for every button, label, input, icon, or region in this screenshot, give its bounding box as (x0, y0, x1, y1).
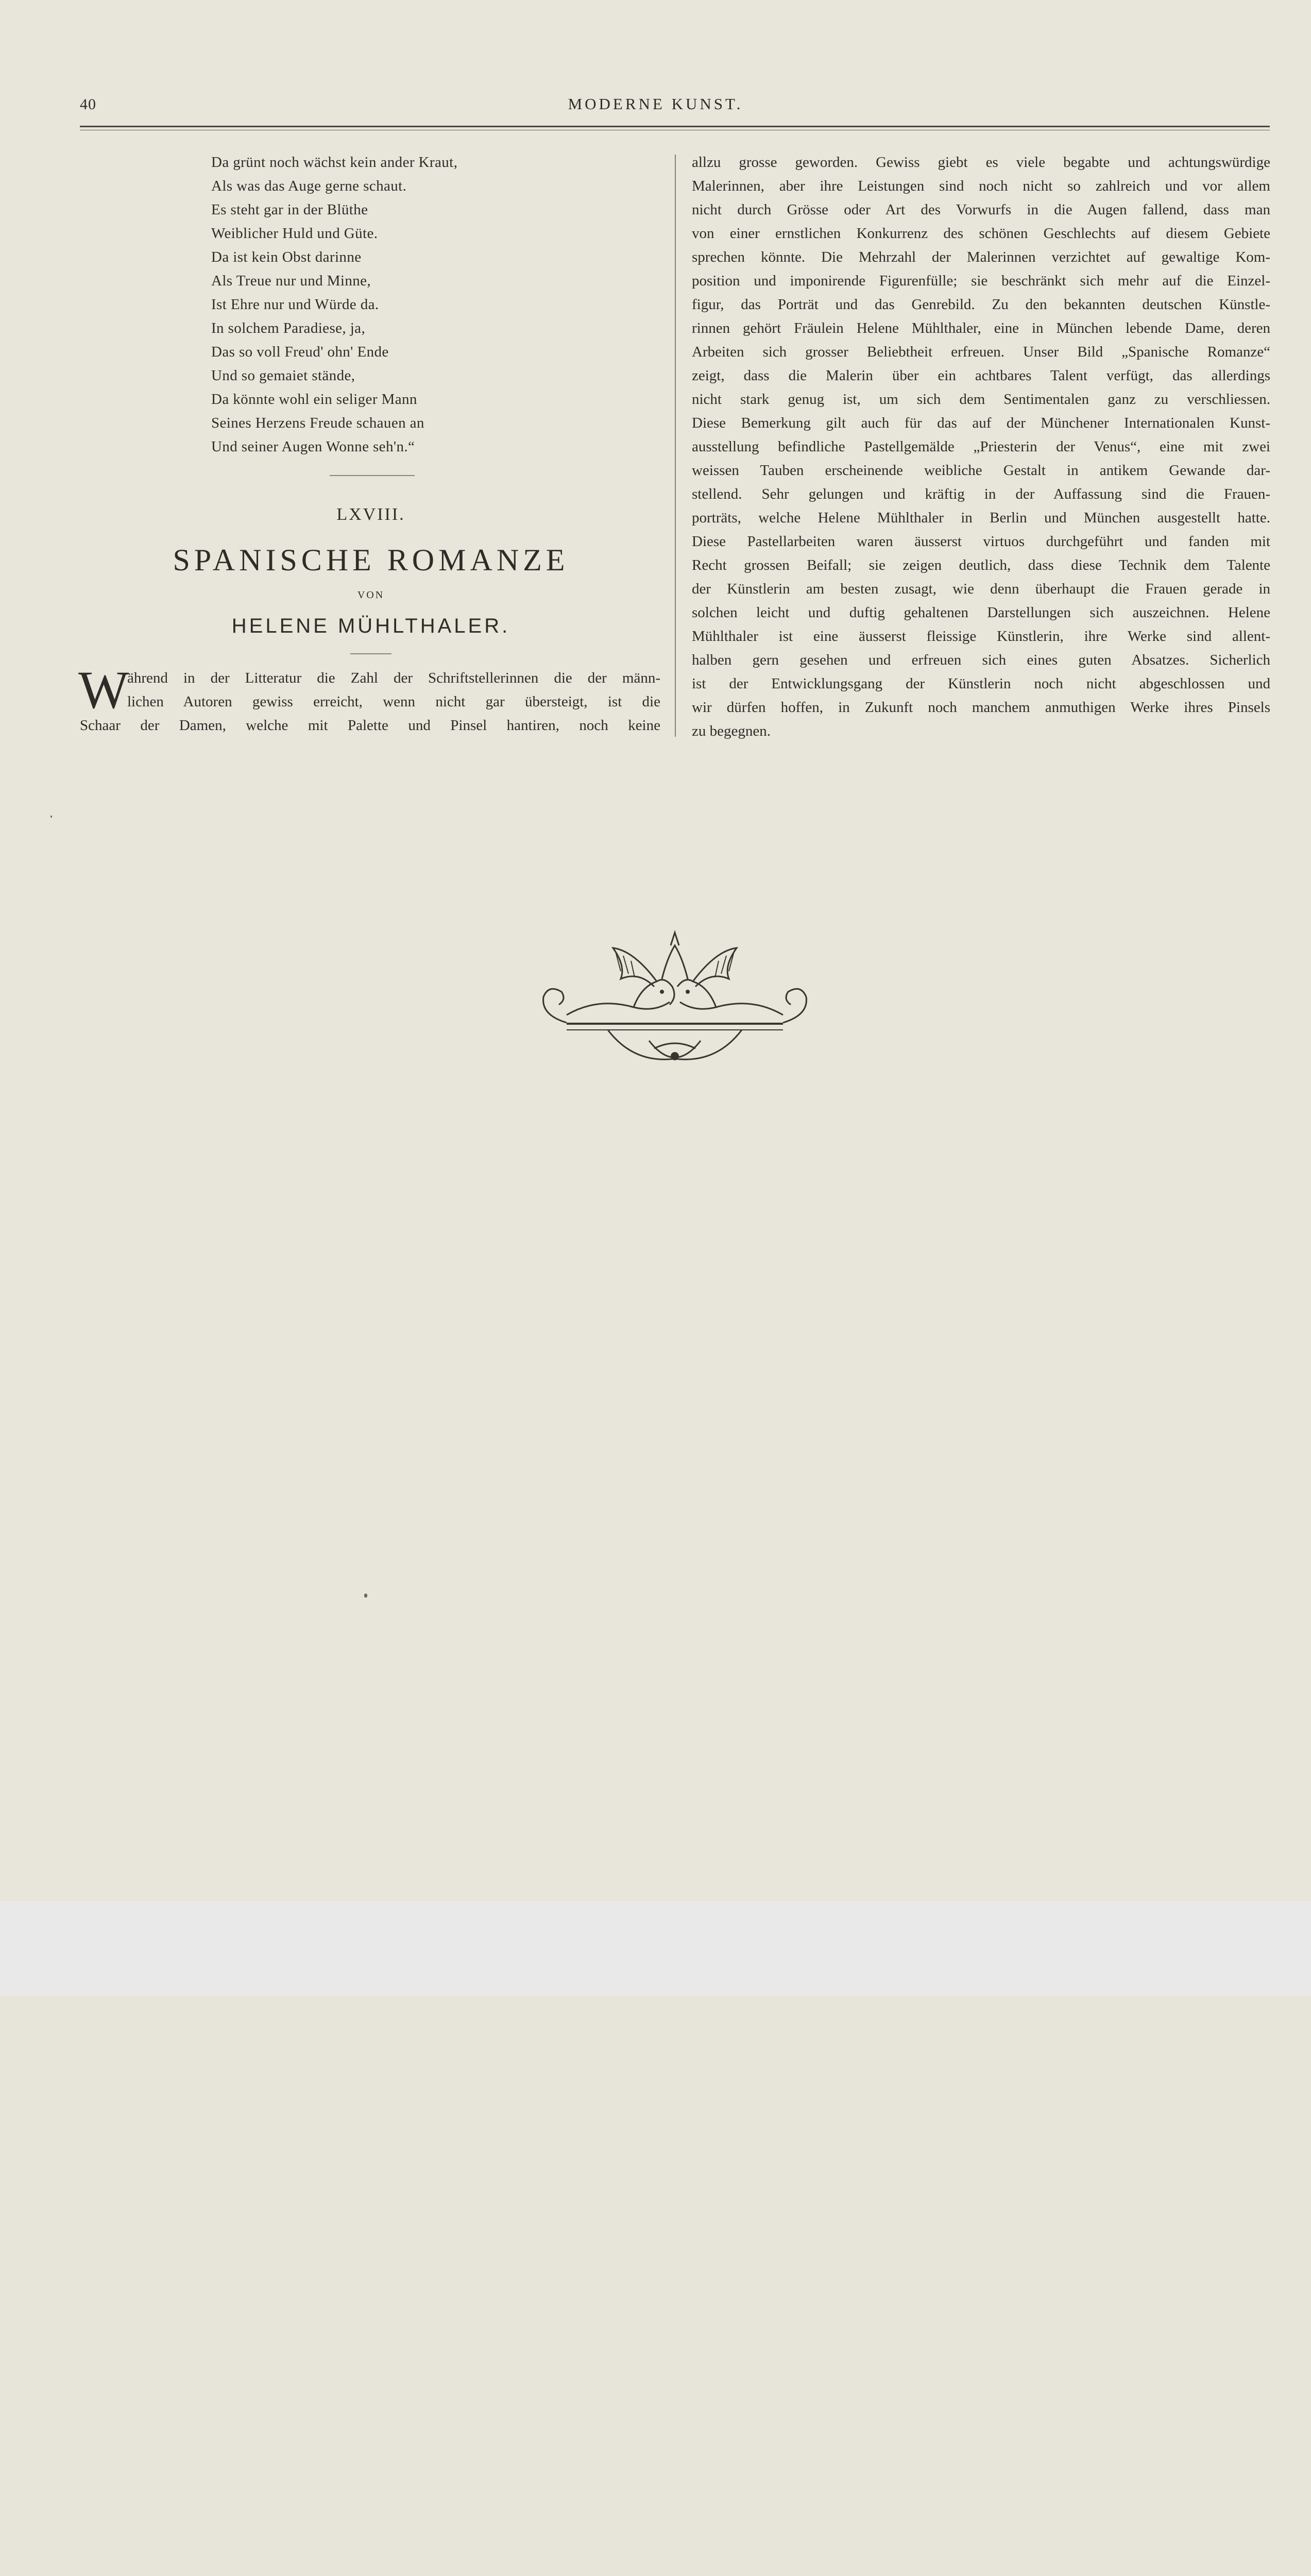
poem-line: Weiblicher Huld und Güte. (211, 225, 378, 242)
digitization-footer (0, 1901, 1311, 1996)
paper-speck (364, 1594, 367, 1598)
text-line: position und imponirende Figurenfülle; sie beschränkt sich mehr auf die Einzel- (692, 273, 1270, 289)
poem-line: Und seiner Augen Wonne seh'n.“ (211, 438, 415, 455)
text-line: Diese Pastellarbeiten waren äusserst virtuos durchgeführt und fanden mit (692, 533, 1270, 550)
text-line: figur, das Porträt und das Genrebild. Zu den bekannten deutschen Künstle- (692, 296, 1270, 313)
text-line: ährend in der Litteratur die Zahl der Schriftstellerinnen die der männ- (127, 670, 660, 686)
text-line: Diese Bemerkung gilt auch für das auf der Münchener Internationalen Kunst- (692, 415, 1270, 431)
byline-von: VON (357, 589, 385, 601)
paper-speck (50, 816, 52, 818)
article-title: SPANISCHE ROMANZE (173, 543, 569, 577)
article-number: LXVIII. (336, 505, 405, 524)
poem-line: Ist Ehre nur und Würde da. (211, 296, 379, 313)
text-line: Recht grossen Beifall; sie zeigen deutlich, dass diese Technik dem Talente (692, 557, 1270, 573)
text-line: Malerinnen, aber ihre Leistungen sind noch nicht so zahlreich und vor allem (692, 178, 1270, 194)
poem-line: Da ist kein Obst darinne (211, 249, 362, 265)
poem-stanza (211, 150, 665, 459)
poem-line: Seines Herzens Freude schauen an (211, 415, 424, 431)
text-line: zeigt, dass die Malerin über ein achtbares Talent verfügt, das allerdings (692, 367, 1270, 384)
page-number: 40 (80, 96, 96, 113)
article-body-left (78, 660, 660, 737)
text-line: von einer ernstlichen Konkurrenz des schönen Geschlechts auf diesem Gebiete (692, 225, 1270, 242)
text-line: zu begegnen. (692, 723, 771, 739)
text-line: nicht durch Grösse oder Art des Vorwurfs in die Augen fallend, dass man (692, 201, 1270, 218)
dragon-vignette-ornament (531, 909, 819, 1074)
text-line: weissen Tauben erscheinende weibliche Gestalt in antikem Gewande dar- (692, 462, 1270, 479)
article-author: HELENE MÜHLTHALER. (231, 615, 510, 637)
text-line: Arbeiten sich grosser Beliebtheit erfreuen. Unser Bild „Spanische Romanze“ (692, 344, 1270, 360)
text-line: Mühlthaler ist eine äusserst fleissige Künstlerin, ihre Werke sind allent- (692, 628, 1270, 645)
running-head: MODERNE KUNST. (568, 95, 743, 113)
text-line: lichen Autoren gewiss erreicht, wenn nicht gar übersteigt, ist die (127, 693, 660, 710)
poem-line: Und so gemaiet stände, (211, 367, 355, 384)
text-line: allzu grosse geworden. Gewiss giebt es viele begabte und achtungswürdige (692, 154, 1270, 171)
text-line: solchen leicht und duftig gehaltenen Darstellungen sich auszeichnen. Helene (692, 604, 1270, 621)
text-line: ist der Entwicklungsgang der Künstlerin noch nicht abgeschlossen und (692, 675, 1270, 692)
text-line: ausstellung befindliche Pastellgemälde „Priesterin der Venus“, eine mit zwei (692, 438, 1270, 455)
text-line: halben gern gesehen und erfreuen sich eines guten Absatzes. Sicherlich (692, 652, 1270, 668)
text-line: nicht stark genug ist, um sich dem Sentimentalen ganz zu verschliessen. (692, 391, 1270, 408)
poem-line: Das so voll Freud' ohn' Ende (211, 344, 389, 360)
poem-line: Da grünt noch wächst kein ander Kraut, (211, 154, 458, 171)
text-line: sprechen könnte. Die Mehrzahl der Malerinnen verzichtet auf gewaltige Kom- (692, 249, 1270, 265)
text-line: stellend. Sehr gelungen und kräftig in der Auffassung sind die Frauen- (692, 486, 1270, 502)
author-rule (350, 653, 391, 654)
text-line: rinnen gehört Fräulein Helene Mühlthaler, eine in München lebende Dame, deren (692, 320, 1270, 336)
drop-cap: W (78, 660, 129, 720)
poem-line: Als was das Auge gerne schaut. (211, 178, 407, 194)
text-line: der Künstlerin am besten zusagt, wie denn überhaupt die Frauen gerade in (692, 581, 1270, 597)
poem-line: In solchem Paradiese, ja, (211, 320, 366, 336)
text-line: porträts, welche Helene Mühlthaler in Berlin und München ausgestellt hatte. (692, 510, 1270, 526)
poem-line: Als Treue nur und Minne, (211, 273, 371, 289)
poem-end-rule (330, 475, 415, 476)
text-line: Schaar der Damen, welche mit Palette und Pinsel hantiren, noch keine (80, 717, 660, 734)
article-body-right (692, 150, 1270, 743)
poem-line: Es steht gar in der Blüthe (211, 201, 368, 218)
header-rule (80, 126, 1270, 127)
text-line: wir dürfen hoffen, in Zukunft noch manchem anmuthigen Werke ihres Pinsels (692, 699, 1270, 716)
poem-line: Da könnte wohl ein seliger Mann (211, 391, 417, 408)
column-divider (675, 155, 676, 737)
